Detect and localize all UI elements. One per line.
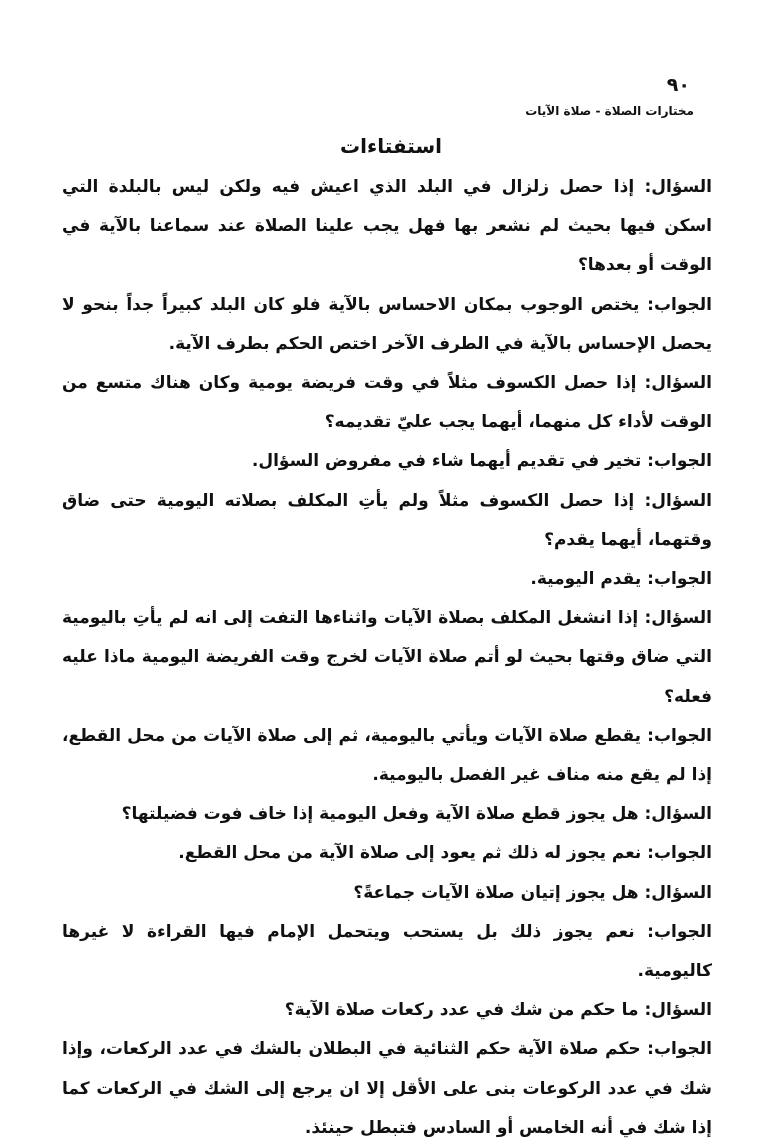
question-paragraph: السؤال: إذا انشغل المكلف بصلاة الآيات واثناءها التفت إلى انه لم يأتِ باليومية التي ضاق وقتها بحيث لو أتم صلاة الآيات لخرج وقت الفريضة اليومية ماذا عليه فعله؟ bbox=[62, 608, 712, 707]
answer-paragraph: الجواب: تخير في تقديم أيهما شاء في مفروض السؤال. bbox=[251, 451, 712, 472]
answer-paragraph: الجواب: يقطع صلاة الآيات ويأتي باليومية، ثم إلى صلاة الآيات من محل القطع، إذا لم يقع منه مناف غير الفصل باليومية. bbox=[62, 725, 712, 786]
question-paragraph: السؤال: إذا حصل الكسوف مثلاً ولم يأتِ المكلف بصلاته اليومية حتى ضاق وقتهما، أيهما يقدم؟ bbox=[62, 490, 712, 550]
section-title: استفتاءات bbox=[340, 134, 442, 158]
answer-paragraph: الجواب: نعم يجوز له ذلك ثم يعود إلى صلاة الآية من محل القطع. bbox=[178, 843, 712, 864]
answer-paragraph: الجواب: نعم يجوز ذلك بل يستحب ويتحمل الإمام فيها القراءة لا غيرها كاليومية. bbox=[62, 921, 712, 982]
question-paragraph: السؤال: إذا حصل زلزال في البلد الذي اعيش فيه ولكن ليس بالبلدة التي اسكن فيها بحيث لم نشعر بها فهل يجب علينا الصلاة عند سماعنا بالآية في الوقت أو بعدها؟ bbox=[62, 177, 712, 276]
question-paragraph: السؤال: هل يجوز إتيان صلاة الآيات جماعةً؟ bbox=[353, 882, 712, 903]
question-paragraph: السؤال: هل يجوز قطع صلاة الآية وفعل اليومية إذا خاف فوت فضيلتها؟ bbox=[121, 804, 712, 825]
question-paragraph: السؤال: إذا حصل الكسوف مثلاً في وقت فريضة يومية وكان هناك متسع من الوقت لأداء كل منهما، أيهما يجب عليّ تقديمه؟ bbox=[62, 373, 712, 433]
running-header: مختارات الصلاة - صلاة الآيات bbox=[525, 104, 694, 118]
answer-paragraph: الجواب: يختص الوجوب بمكان الاحساس بالآية فلو كان البلد كبيراً جداً بنحو لا يحصل الإحساس بالآية في الطرف الآخر اختص الحكم بطرف الآية. bbox=[62, 294, 712, 354]
answer-paragraph: الجواب: حكم صلاة الآية حكم الثنائية في البطلان بالشك في عدد الركعات، وإذا شك في عدد الركوعات بنى على الأقل إلا ان يرجع إلى الشك في الركعات كما إذا شك في أنه الخامس أو السادس فتبطل حينئذ. bbox=[62, 1039, 712, 1138]
question-paragraph: السؤال: ما حكم من شك في عدد ركعات صلاة الآية؟ bbox=[284, 1000, 712, 1021]
page-number: ٩٠ bbox=[666, 74, 690, 96]
answer-paragraph: الجواب: يقدم اليومية. bbox=[530, 569, 712, 590]
body-text bbox=[62, 168, 712, 1148]
